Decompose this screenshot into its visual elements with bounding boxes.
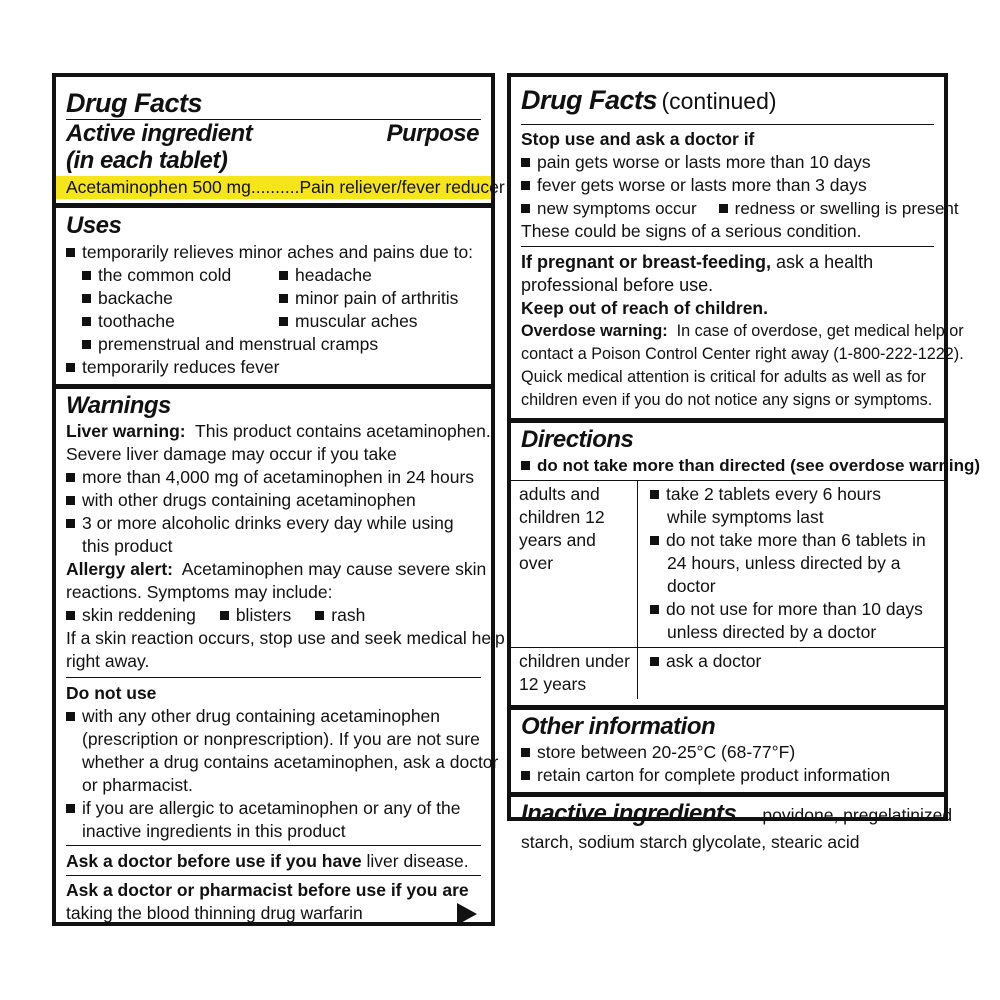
dosage-cell: ask a doctor: [638, 648, 945, 700]
drug-facts-title-continued: Drug Facts: [521, 85, 658, 115]
bullet-icon: [650, 657, 659, 666]
bullet-icon: [66, 712, 75, 721]
table-row: [511, 648, 944, 700]
do-not-use-item-cont: (prescription or nonprescription). If you are not sure: [82, 729, 480, 749]
active-ingredient-subheading: (in each tablet): [66, 147, 228, 174]
other-information-section: [511, 705, 944, 789]
bullet-icon: [82, 271, 91, 280]
uses-item: backache: [98, 288, 173, 308]
bullet-icon: [521, 748, 530, 757]
ask-pharmacist-text: taking the blood thinning drug warfarin: [66, 903, 363, 923]
bullet-icon: [521, 158, 530, 167]
other-info-item: retain carton for complete product information: [537, 765, 891, 785]
continue-arrow-icon: [457, 903, 477, 925]
dosage-cell: take 2 tablets every 6 hours while symptoms last do not take more than 6 tablets in 24 hours, unless directed by a doctor do not use for more than 10 days unless directed by a doctor: [638, 481, 945, 648]
bullet-icon: [521, 181, 530, 190]
directions-warning: do not take more than directed (see overdose warning): [537, 456, 981, 475]
allergy-text-2: reactions. Symptoms may include:: [66, 582, 333, 602]
purpose-heading: Purpose: [386, 120, 479, 147]
inactive-ingredients-section: [511, 792, 953, 856]
do-not-use-item-cont: inactive ingredients in this product: [82, 821, 346, 841]
overdose-text: children even if you do not notice any signs or symptoms.: [521, 391, 933, 409]
bullet-icon: [66, 611, 75, 620]
allergy-text: Acetaminophen may cause severe skin: [181, 559, 487, 579]
ask-pharmacist-section: [66, 875, 481, 931]
bullet-icon: [521, 771, 530, 780]
ask-pharmacist-bold: Ask a doctor or pharmacist before use if you are: [66, 880, 469, 900]
liver-item: more than 4,000 mg of acetaminophen in 24 hours: [82, 467, 475, 487]
bullet-icon: [220, 611, 229, 620]
inactive-ingredients-title: Inactive ingredients: [521, 800, 737, 827]
inactive-ingredients-text: povidone, pregelatinized: [762, 805, 953, 825]
allergy-alert-label: Allergy alert:: [66, 559, 173, 579]
bullet-icon: [82, 340, 91, 349]
stop-use-item: new symptoms occur: [537, 199, 697, 218]
bullet-icon: [719, 204, 728, 213]
uses-title: Uses: [66, 212, 122, 239]
ask-doctor-section: [66, 845, 481, 873]
liver-item: with other drugs containing acetaminophen: [82, 490, 416, 510]
do-not-use-title: Do not use: [66, 683, 157, 703]
pregnancy-text-2: professional before use.: [521, 275, 714, 295]
table-row: [511, 481, 944, 648]
bullet-icon: [66, 248, 75, 257]
ask-doctor-bold: Ask a doctor before use if you have: [66, 851, 362, 871]
bullet-icon: [82, 317, 91, 326]
skin-reaction-text: If a skin reaction occurs, stop use and seek medical help: [66, 628, 505, 648]
uses-item: minor pain of arthritis: [295, 288, 459, 308]
do-not-use-section: [66, 677, 499, 843]
ingredient-dots: ..........: [250, 177, 300, 197]
uses-item: the common cold: [98, 265, 232, 285]
overdose-label: Overdose warning:: [521, 322, 668, 340]
ask-doctor-text: liver disease.: [366, 851, 469, 871]
uses-item: premenstrual and menstrual cramps: [98, 334, 379, 354]
active-ingredient-section: [66, 77, 505, 199]
bullet-icon: [66, 804, 75, 813]
uses-item: muscular aches: [295, 311, 418, 331]
liver-item: 3 or more alcoholic drinks every day while using: [82, 513, 454, 533]
pregnancy-text: ask a health: [776, 252, 874, 272]
ingredient-row: [56, 176, 505, 199]
ingredient-name: Acetaminophen 500 mg: [66, 177, 251, 197]
drug-facts-title: Drug Facts: [66, 88, 203, 118]
bullet-icon: [521, 461, 530, 470]
pregnancy-section: [521, 246, 964, 412]
age-group-cell: adults and children 12 years and over: [511, 481, 638, 648]
bullet-icon: [650, 536, 659, 545]
allergy-item: skin reddening: [82, 605, 196, 625]
age-group-cell: children under 12 years: [511, 648, 638, 700]
directions-table: [511, 481, 944, 699]
bullet-icon: [279, 317, 288, 326]
bullet-icon: [650, 605, 659, 614]
bullet-icon: [279, 294, 288, 303]
do-not-use-item: with any other drug containing acetaminophen: [82, 706, 441, 726]
do-not-use-item-cont: or pharmacist.: [82, 775, 193, 795]
bullet-icon: [66, 519, 75, 528]
drug-facts-panel-right: [507, 73, 981, 852]
overdose-text: contact a Poison Control Center right away (1-800-222-1222).: [521, 345, 964, 363]
directions-title: Directions: [521, 426, 634, 453]
stop-use-item: fever gets worse or lasts more than 3 days: [537, 175, 867, 195]
allergy-item: blisters: [235, 605, 292, 625]
stop-use-note: These could be signs of a serious condition.: [521, 221, 862, 241]
do-not-use-item-cont: whether a drug contains acetaminophen, ask a doctor: [82, 752, 499, 772]
uses-item: headache: [295, 265, 372, 285]
bullet-icon: [279, 271, 288, 280]
other-info-item: store between 20-25°C (68-77°F): [537, 742, 796, 762]
stop-use-section: [521, 124, 959, 243]
bullet-icon: [521, 204, 530, 213]
skin-reaction-text-2: right away.: [66, 651, 150, 671]
continued-header: [521, 77, 934, 121]
uses-item: toothache: [98, 311, 175, 331]
stop-use-item: pain gets worse or lasts more than 10 days: [537, 152, 871, 172]
keep-out-of-reach: Keep out of reach of children.: [521, 298, 768, 318]
directions-section: [511, 418, 981, 699]
active-ingredient-heading: Active ingredient: [66, 120, 253, 147]
warnings-title: Warnings: [66, 392, 171, 419]
bullet-icon: [66, 496, 75, 505]
bullet-icon: [315, 611, 324, 620]
uses-fever: temporarily reduces fever: [82, 357, 280, 377]
bullet-icon: [82, 294, 91, 303]
allergy-item: rash: [331, 605, 366, 625]
bullet-icon: [66, 363, 75, 372]
bullet-icon: [66, 473, 75, 482]
do-not-use-item: if you are allergic to acetaminophen or any of the: [82, 798, 461, 818]
continued-label: (continued): [661, 88, 777, 114]
uses-intro: temporarily relieves minor aches and pains due to:: [66, 241, 481, 264]
inactive-ingredients-text-2: starch, sodium starch glycolate, stearic acid: [521, 832, 860, 852]
drug-facts-panel-left: [52, 73, 505, 926]
stop-use-item: redness or swelling is present: [734, 199, 959, 218]
overdose-text: Quick medical attention is critical for adults as well as for: [521, 368, 926, 386]
warnings-section: [56, 384, 505, 675]
liver-warning-label: Liver warning:: [66, 421, 186, 441]
stop-use-title: Stop use and ask a doctor if: [521, 129, 755, 149]
other-information-title: Other information: [521, 713, 716, 740]
overdose-text: In case of overdose, get medical help or: [676, 322, 964, 340]
liver-warning-text-2: Severe liver damage may occur if you take: [66, 444, 397, 464]
ingredient-purpose: Pain reliever/fever reducer: [299, 177, 505, 197]
liver-warning-text: This product contains acetaminophen.: [195, 421, 491, 441]
bullet-icon: [650, 490, 659, 499]
uses-section: [56, 203, 491, 381]
pregnancy-bold: If pregnant or breast-feeding,: [521, 252, 772, 272]
liver-item-cont: this product: [82, 536, 173, 556]
